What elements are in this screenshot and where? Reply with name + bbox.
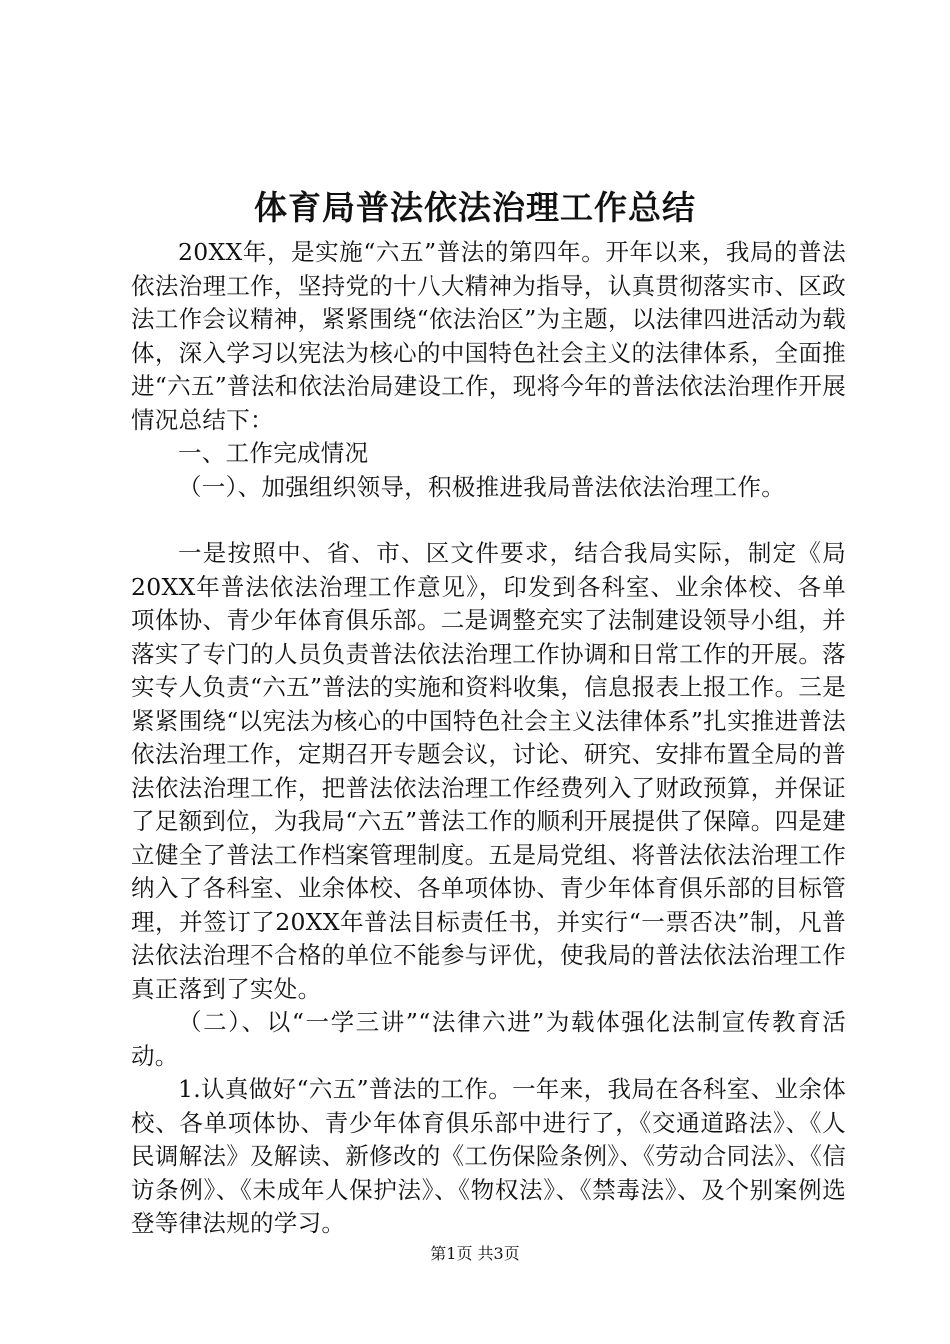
- section-heading: 一、工作完成情况: [178, 439, 369, 467]
- document-body: [131, 236, 846, 1241]
- document-title: 体育局普法依法治理工作总结: [254, 188, 696, 227]
- subsection-heading-1: （一）、加强组织领导，积极推进我局普法依法治理工作。: [178, 472, 786, 501]
- intro-paragraph: 20XX年，是实施“六五”普法的第四年。开年以来，我局的普法依法治理工作，坚持党的十八大精神为指导，认真贯彻落实市、区政法工作会议精神，紧紧围绕“依法治区”为主题，以法律四进活动为载体，深入学习以宪法为核心的中国特色社会主义的法律体系，全面推进“六五”普法和依法治局建设工作，现将今年的普法依法治理作开展情况总结下：: [131, 238, 846, 434]
- page-footer: 第1页 共3页: [430, 1244, 520, 1263]
- body-paragraph-1: 一是按照中、省、市、区文件要求，结合我局实际，制定《局20XX年普法依法治理工作意见》，印发到各科室、业余体校、各单项体协、青少年体育俱乐部。二是调整充实了法制建设领导小组，并落实了专门的人员负责普法依法治理工作协调和日常工作的开展。落实专人负责“六五”普法的实施和资料收集，信息报表上报工作。三是紧紧围绕“以宪法为核心的中国特色社会主义法律体系”扎实推进普法依法治理工作，定期召开专题会议，讨论、研究、安排布置全局的普法依法治理工作，把普法依法治理工作经费列入了财政预算，并保证了足额到位，为我局“六五”普法工作的顺利开展提供了保障。四是建立健全了普法工作档案管理制度。五是局党组、将普法依法治理工作纳入了各科室、业余体校、各单项体协、青少年体育俱乐部的目标管理，并签订了20XX年普法目标责任书，并实行“一票否决”制，凡普法依法治理不合格的单位不能参与评优，使我局的普法依法治理工作真正落到了实处。: [131, 539, 846, 1003]
- subsection-heading-2: （二）、以“一学三讲”“法律六进”为载体强化法制宣传教育活动。: [131, 1008, 846, 1070]
- body-paragraph-2: 1.认真做好“六五”普法的工作。一年来，我局在各科室、业余体校、各单项体协、青少年体育俱乐部中进行了，《交通道路法》、《人民调解法》及解读、新修改的《工伤保险条例》、《劳动合同法》、《信访条例》、《未成年人保护法》、《物权法》、《禁毒法》、及个别案例选登等律法规的学习。: [131, 1075, 846, 1237]
